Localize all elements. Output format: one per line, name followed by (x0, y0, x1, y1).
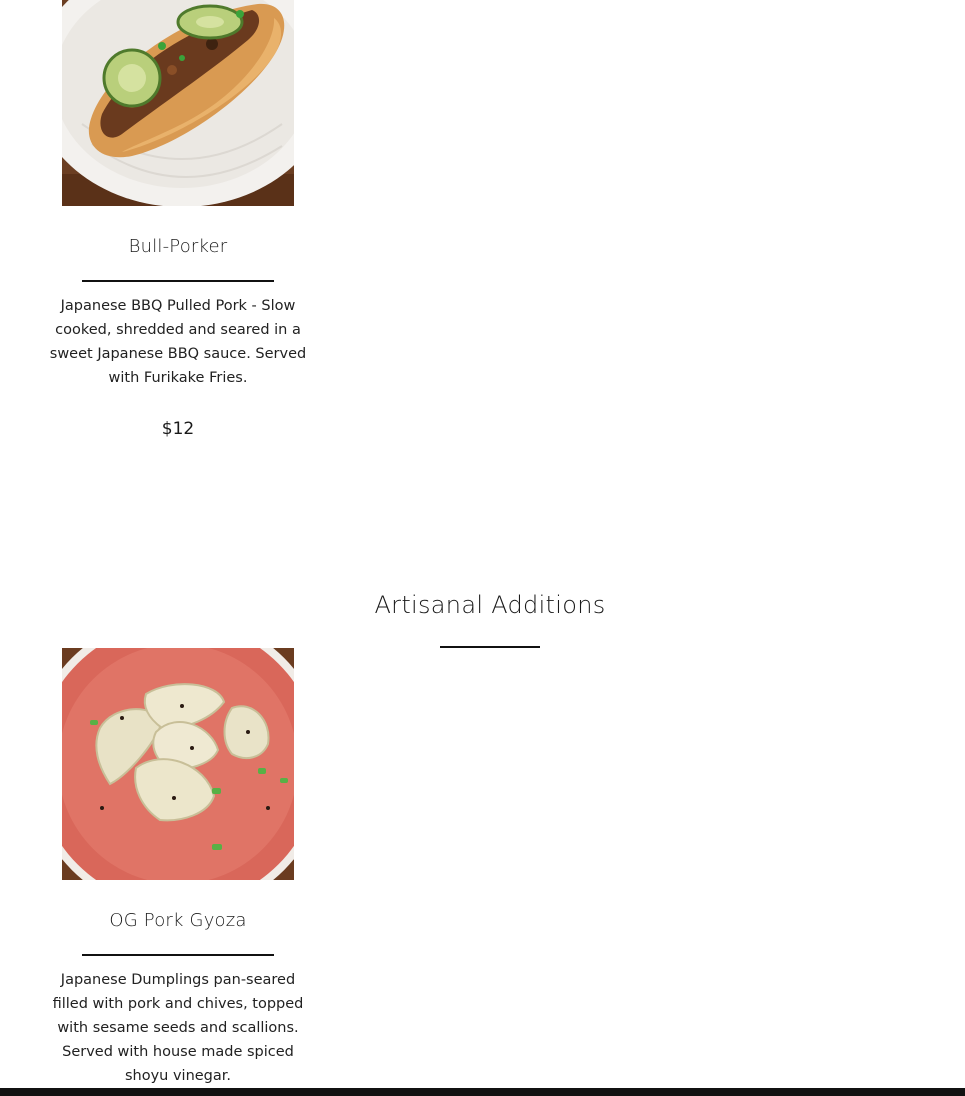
bull-porker-divider (82, 280, 274, 282)
bull-porker-photo[interactable] (62, 0, 294, 206)
section-divider (440, 646, 540, 648)
bull-porker-price: $12 (161, 419, 195, 439)
bull-porker-image (62, 0, 294, 206)
og-pork-gyoza-photo[interactable] (62, 648, 294, 880)
og-pork-gyoza-description: Japanese Dumplings pan-seared filled with pork and chives, topped with sesame seeds and scallions. Served with house made spiced shoyu vinegar. (52, 972, 304, 1084)
og-pork-gyoza-divider (82, 954, 274, 956)
og-pork-gyoza-name: OG Pork Gyoza (109, 910, 247, 931)
section-title-artisanal-additions: Artisanal Additions (374, 591, 606, 619)
bull-porker-name: Bull-Porker (128, 236, 228, 257)
footer-bar (0, 1088, 965, 1096)
bull-porker-description: Japanese BBQ Pulled Pork - Slow cooked, shredded and seared in a sweet Japanese BBQ sauce. Served with Furikake Fries. (49, 298, 307, 386)
og-pork-gyoza-image (62, 648, 294, 880)
